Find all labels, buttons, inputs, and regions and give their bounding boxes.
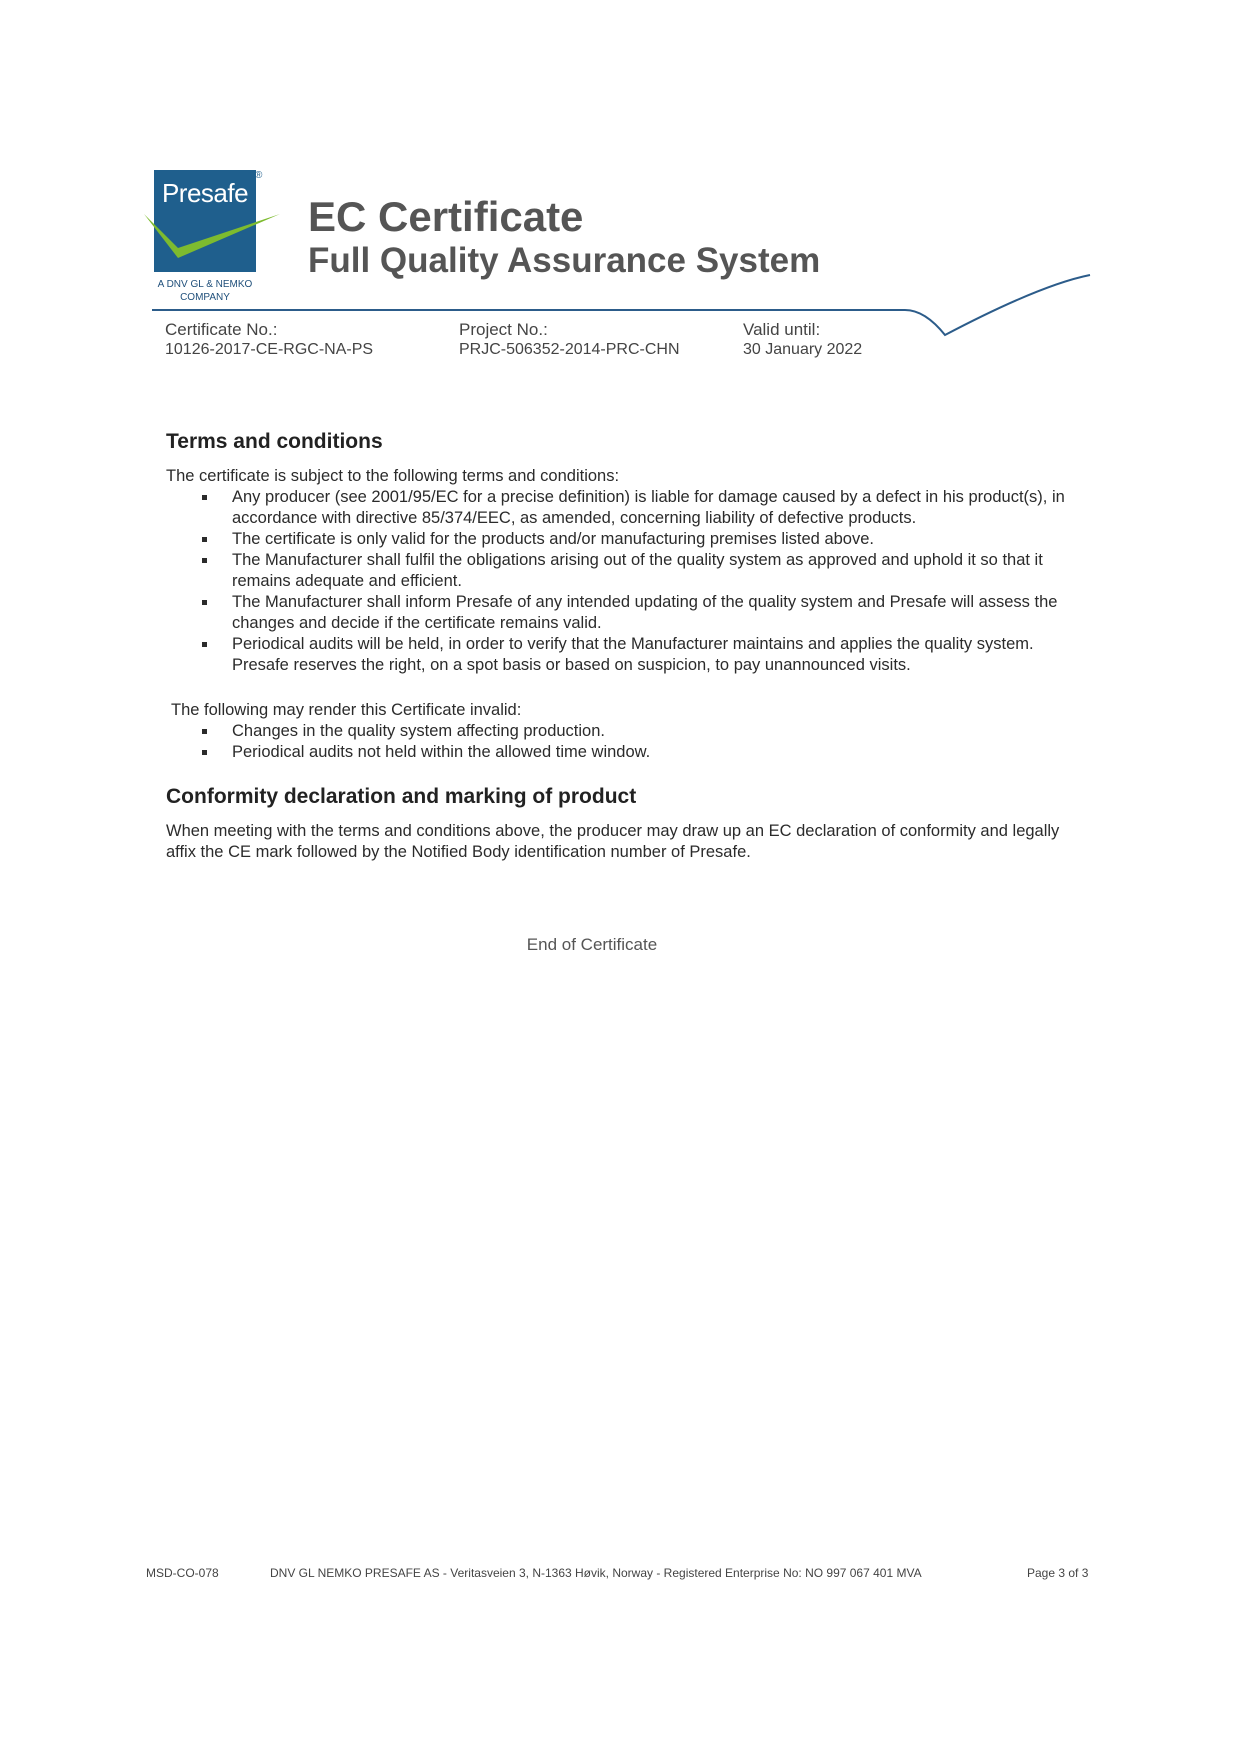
header-rule — [0, 0, 1240, 360]
project-number-label: Project No.: — [459, 320, 548, 339]
list-item: The Manufacturer shall fulfil the obligations arising out of the quality system as approved and uphold it so that it remains adequate and efficient. — [166, 550, 1086, 592]
list-item: Periodical audits will be held, in order to verify that the Manufacturer maintains and applies the quality system. Presafe reserves the right, on a spot basis or based on suspicion, to pay unannounced visits. — [166, 634, 1086, 676]
bullet-icon — [202, 495, 207, 500]
bullet-icon — [202, 537, 207, 542]
valid-until-label: Valid until: — [743, 320, 821, 339]
bullet-icon — [202, 558, 207, 563]
end-of-certificate: End of Certificate — [526, 935, 658, 954]
terms-heading: Terms and conditions — [166, 430, 383, 453]
conformity-heading: Conformity declaration and marking of product — [166, 785, 637, 808]
certificate-title: EC Certificate — [308, 193, 584, 240]
footer-page-number: Page 3 of 3 — [1027, 1566, 1089, 1580]
certificate-subtitle: Full Quality Assurance System — [308, 241, 821, 280]
certificate-number-value: 10126-2017-CE-RGC-NA-PS — [165, 341, 374, 358]
certificate-number-label: Certificate No.: — [165, 320, 278, 339]
bullet-icon — [202, 750, 207, 755]
footer-doc-code: MSD-CO-078 — [146, 1566, 219, 1580]
terms-intro: The certificate is subject to the following terms and conditions: — [166, 467, 620, 485]
bullet-icon — [202, 642, 207, 647]
logo-wordmark: Presafe — [161, 178, 249, 208]
list-item: Periodical audits not held within the allowed time window. — [166, 742, 1086, 763]
list-item: The certificate is only valid for the products and/or manufacturing premises listed above. — [166, 529, 1086, 550]
invalid-intro: The following may render this Certificate invalid: — [171, 701, 522, 719]
list-item: The Manufacturer shall inform Presafe of any intended updating of the quality system and Presafe will assess the changes and decide if the certificate remains valid. — [166, 592, 1086, 634]
logo-tagline: A DNV GL & NEMKO COMPANY — [157, 279, 253, 303]
bullet-icon — [202, 729, 207, 734]
list-item: Any producer (see 2001/95/EC for a precise definition) is liable for damage caused by a defect in his product(s), in accordance with directive 85/374/EEC, as amended, concerning liability of defective products. — [166, 487, 1086, 529]
list-item: Changes in the quality system affecting production. — [166, 721, 1086, 742]
valid-until-value: 30 January 2022 — [743, 341, 863, 358]
conformity-body: When meeting with the terms and conditions above, the producer may draw up an EC declaration of conformity and legally affix the CE mark followed by the Notified Body identification number of Presafe. — [166, 822, 1060, 861]
registered-mark: ® — [255, 170, 263, 181]
footer-company: DNV GL NEMKO PRESAFE AS - Veritasveien 3, N-1363 Høvik, Norway - Registered Enterprise No: NO 997 067 401 MVA — [270, 1566, 922, 1580]
project-number-value: PRJC-506352-2014-PRC-CHN — [459, 341, 680, 358]
terms-list — [166, 487, 1086, 676]
bullet-icon — [202, 600, 207, 605]
invalid-list — [166, 721, 1086, 763]
